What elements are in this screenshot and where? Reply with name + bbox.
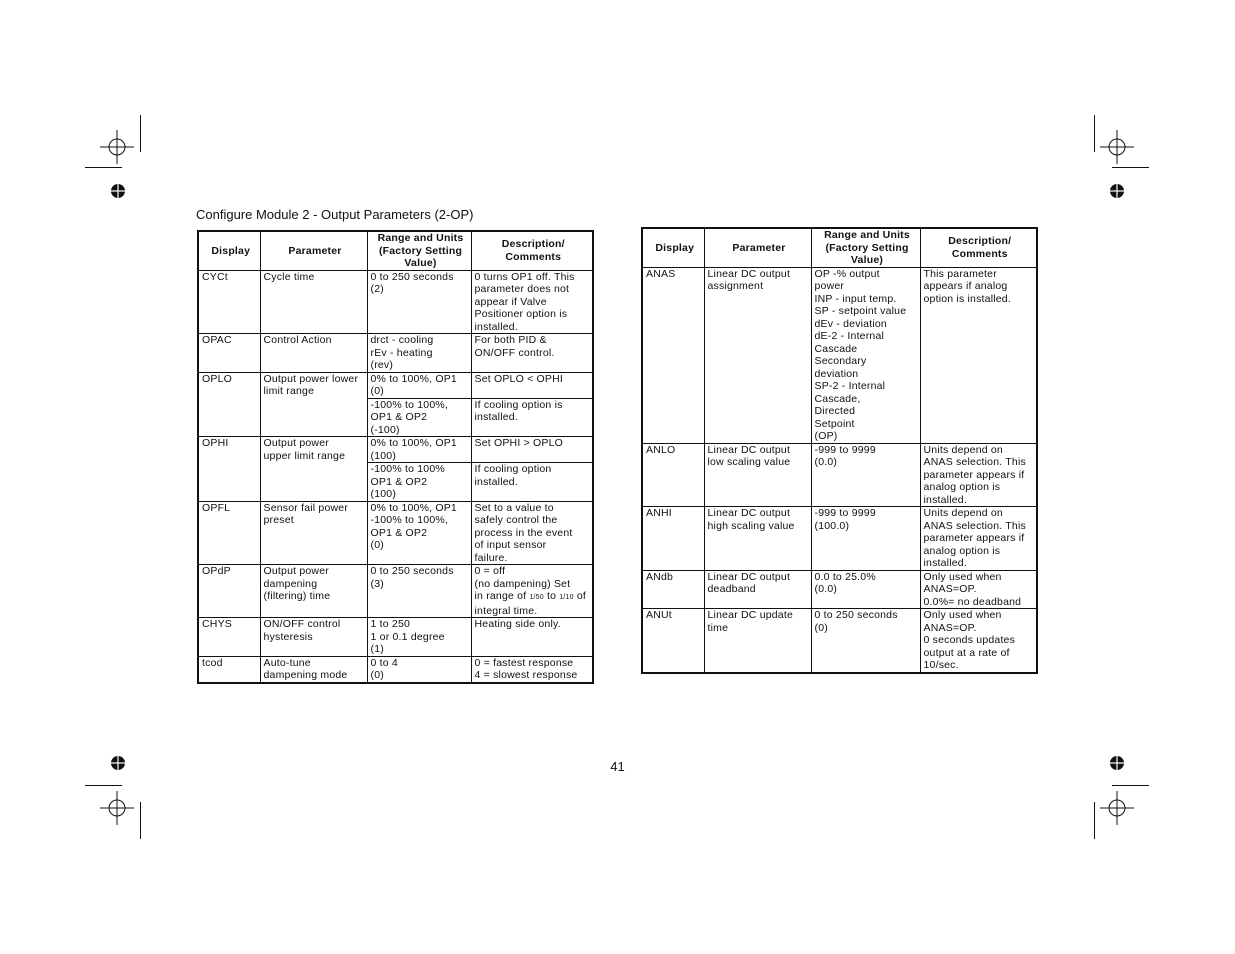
crop-line: [1112, 167, 1149, 168]
table-row: [198, 565, 593, 618]
display-code: OPLO: [202, 372, 232, 385]
parameter-text: Cycle time: [263, 270, 315, 283]
header-display: [642, 228, 704, 267]
display-cell: [198, 372, 260, 437]
crop-line: [1094, 115, 1095, 152]
parameter-text: Linear DC output high scaling value: [707, 507, 795, 532]
range-cell: [811, 609, 920, 673]
parameter-text: ON/OFF control hysteresis: [263, 618, 341, 643]
display-code: ANdb: [646, 570, 674, 583]
parameter-text: Output power upper limit range: [263, 437, 346, 462]
display-cell: [642, 570, 704, 609]
range-text: -100% to 100%, OP1 & OP2 (-100): [370, 398, 449, 436]
range-cell: [367, 463, 471, 502]
description-text: Set OPHI > OPLO: [474, 437, 563, 449]
display-cell: [198, 656, 260, 683]
range-cell: [367, 398, 471, 437]
description-cell: [920, 267, 1037, 443]
table-header-row: [642, 228, 1037, 267]
crop-line: [85, 785, 122, 786]
parameter-cell: [704, 443, 811, 507]
description-fragment: 0 = off (no dampening) Set in range of: [474, 565, 571, 602]
header-text: Range and Units (Factory Setting Value): [377, 232, 464, 269]
description-cell: [920, 609, 1037, 673]
display-code: tcod: [202, 656, 223, 669]
fraction-one-fiftieth: 1/50: [529, 594, 544, 601]
parameter-cell: [260, 501, 367, 565]
header-parameter: [260, 231, 367, 270]
range-text: 1 to 250 1 or 0.1 degree (1): [370, 618, 445, 655]
table-row: [198, 618, 593, 657]
display-code: ANHI: [646, 507, 672, 519]
crosshair-mark-bottom-right: [1100, 791, 1134, 825]
parameter-text: Linear DC output assignment: [707, 267, 791, 292]
display-cell: [642, 609, 704, 673]
header-description: [920, 228, 1037, 267]
description-text: Units depend on ANAS selection. This parameter appears if analog option is installed.: [923, 507, 1026, 569]
fraction-one-tenth: 1/10: [559, 594, 574, 601]
parameter-text: Linear DC output deadband: [707, 570, 791, 595]
display-code: OPAC: [202, 334, 232, 346]
display-cell: [198, 334, 260, 373]
description-cell: [920, 507, 1037, 571]
display-cell: [198, 501, 260, 565]
header-text: Display: [211, 244, 251, 257]
description-text: Units depend on ANAS selection. This parameter appears if analog option is installed.: [923, 443, 1026, 506]
range-text: 0% to 100%, OP1 (0): [370, 372, 457, 397]
description-text: Set to a value to safely control the process in the event of input sensor failure.: [474, 501, 573, 564]
range-cell: [811, 507, 920, 571]
description-text: 0 turns OP1 off. This parameter does not appear if Valve Positioner option is installed.: [474, 270, 575, 333]
range-cell: [367, 501, 471, 565]
description-cell: [471, 565, 593, 618]
analog-output-parameters-table: [641, 227, 1038, 674]
parameter-cell: [704, 570, 811, 609]
header-text: Display: [655, 241, 695, 254]
registration-dot-icon: [1109, 183, 1125, 199]
parameter-cell: [260, 270, 367, 334]
page-number: 41: [610, 759, 625, 774]
display-cell: [198, 618, 260, 657]
description-text: This parameter appears if analog option is installed.: [923, 267, 1011, 305]
table-row: [198, 270, 593, 334]
crop-line: [1112, 785, 1149, 786]
range-cell: [367, 656, 471, 683]
parameter-text: Control Action: [263, 334, 332, 346]
range-text: 0 to 250 seconds (2): [370, 270, 454, 295]
range-cell: [811, 570, 920, 609]
header-range: [367, 231, 471, 270]
description-cell: [471, 372, 593, 398]
crop-line: [1094, 802, 1095, 839]
range-text: OP -% output power INP - input temp. SP - setpoint value dEv - deviation dE-2 - Internal Cascade Secondary deviation SP-2 - Internal Cascade, Directed Setpoint (OP): [814, 267, 907, 442]
description-fragment: of integral time.: [474, 590, 586, 617]
table-row: [198, 501, 593, 565]
header-description: [471, 231, 593, 270]
range-cell: [367, 270, 471, 334]
display-cell: [198, 270, 260, 334]
parameter-cell: [260, 437, 367, 502]
range-cell: [811, 267, 920, 443]
description-fragment: to: [543, 590, 560, 602]
parameter-cell: [260, 618, 367, 657]
header-parameter: [704, 228, 811, 267]
header-range: [811, 228, 920, 267]
table-row: [642, 570, 1037, 609]
description-cell: [471, 334, 593, 373]
crosshair-mark-bottom-left: [100, 791, 134, 825]
display-cell: [642, 507, 704, 571]
description-cell: [920, 570, 1037, 609]
display-cell: [198, 565, 260, 618]
display-cell: [642, 267, 704, 443]
crop-line: [85, 167, 122, 168]
description-cell: [471, 437, 593, 463]
table-row: [198, 372, 593, 398]
table-row: [642, 443, 1037, 507]
description-cell: [471, 463, 593, 502]
crop-line: [140, 802, 141, 839]
range-text: 0% to 100%, OP1 (100): [370, 437, 457, 462]
parameter-text: Linear DC output low scaling value: [707, 443, 791, 468]
display-cell: [198, 437, 260, 502]
header-display: [198, 231, 260, 270]
parameter-text: Output power lower limit range: [263, 372, 359, 397]
range-text: 0.0 to 25.0% (0.0): [814, 570, 876, 595]
header-text: Range and Units (Factory Setting Value): [824, 229, 910, 266]
table-header-row: [198, 231, 593, 270]
display-code: CYCt: [202, 270, 228, 283]
display-code: ANUt: [646, 609, 672, 621]
display-code: ANAS: [646, 267, 676, 280]
header-text: Description/ Comments: [948, 235, 1012, 260]
table-row: [198, 334, 593, 373]
header-text: Description/ Comments: [501, 238, 565, 263]
range-text: -100% to 100% OP1 & OP2 (100): [370, 463, 445, 500]
description-cell: [471, 270, 593, 334]
display-code: OPHI: [202, 437, 229, 449]
description-cell: [471, 398, 593, 437]
header-text: Parameter: [732, 241, 786, 254]
description-cell: [471, 656, 593, 683]
parameter-cell: [260, 656, 367, 683]
page-title: Configure Module 2 - Output Parameters (2-OP): [196, 207, 474, 222]
description-text: [475, 565, 587, 617]
table-row: [198, 437, 593, 463]
description-cell: [920, 443, 1037, 507]
range-cell: [367, 334, 471, 373]
description-text: Set OPLO < OPHI: [474, 372, 563, 385]
range-text: 0% to 100%, OP1 -100% to 100%, OP1 & OP2 (0): [370, 501, 457, 551]
range-cell: [811, 443, 920, 507]
range-cell: [367, 437, 471, 463]
display-code: ANLO: [646, 443, 676, 456]
header-text: Parameter: [288, 244, 342, 257]
parameter-text: Sensor fail power preset: [263, 501, 349, 526]
crop-line: [140, 115, 141, 152]
range-cell: [367, 618, 471, 657]
range-text: 0 to 250 seconds (3): [370, 565, 454, 590]
parameter-cell: [704, 609, 811, 673]
description-text: Only used when ANAS=OP. 0 seconds updates output at a rate of 10/sec.: [923, 609, 1016, 671]
display-cell: [642, 443, 704, 507]
parameter-text: Output power dampening (filtering) time: [263, 565, 331, 602]
table-row: [642, 507, 1037, 571]
table-row: [642, 267, 1037, 443]
description-text: If cooling option is installed.: [474, 398, 563, 423]
range-text: 0 to 250 seconds (0): [814, 609, 898, 634]
description-cell: [471, 501, 593, 565]
parameter-cell: [704, 267, 811, 443]
description-cell: [471, 618, 593, 657]
parameter-text: Auto-tune dampening mode: [263, 656, 348, 681]
crosshair-mark-top-right: [1100, 130, 1134, 164]
parameter-cell: [260, 372, 367, 437]
range-text: -999 to 9999 (100.0): [814, 507, 876, 532]
range-text: -999 to 9999 (0.0): [814, 443, 876, 468]
range-cell: [367, 565, 471, 618]
description-text: If cooling option installed.: [474, 463, 552, 488]
parameter-cell: [260, 565, 367, 618]
display-code: OPdP: [202, 565, 231, 577]
parameter-text: Linear DC update time: [707, 609, 794, 634]
display-code: CHYS: [202, 618, 232, 630]
parameter-cell: [704, 507, 811, 571]
parameter-cell: [260, 334, 367, 373]
description-text: 0 = fastest response 4 = slowest response: [474, 656, 578, 681]
registration-dot-icon: [110, 183, 126, 199]
table-row: [642, 609, 1037, 673]
display-code: OPFL: [202, 501, 231, 514]
description-text: Heating side only.: [474, 618, 561, 630]
description-text: Only used when ANAS=OP. 0.0%= no deadband: [923, 570, 1022, 608]
table-row: [198, 656, 593, 683]
range-text: 0 to 4 (0): [370, 656, 398, 681]
output-parameters-table: [197, 230, 594, 684]
range-text: drct - cooling rEv - heating (rev): [370, 334, 434, 371]
description-text: For both PID & ON/OFF control.: [474, 334, 555, 359]
range-cell: [367, 372, 471, 398]
crosshair-mark-top-left: [100, 130, 134, 164]
